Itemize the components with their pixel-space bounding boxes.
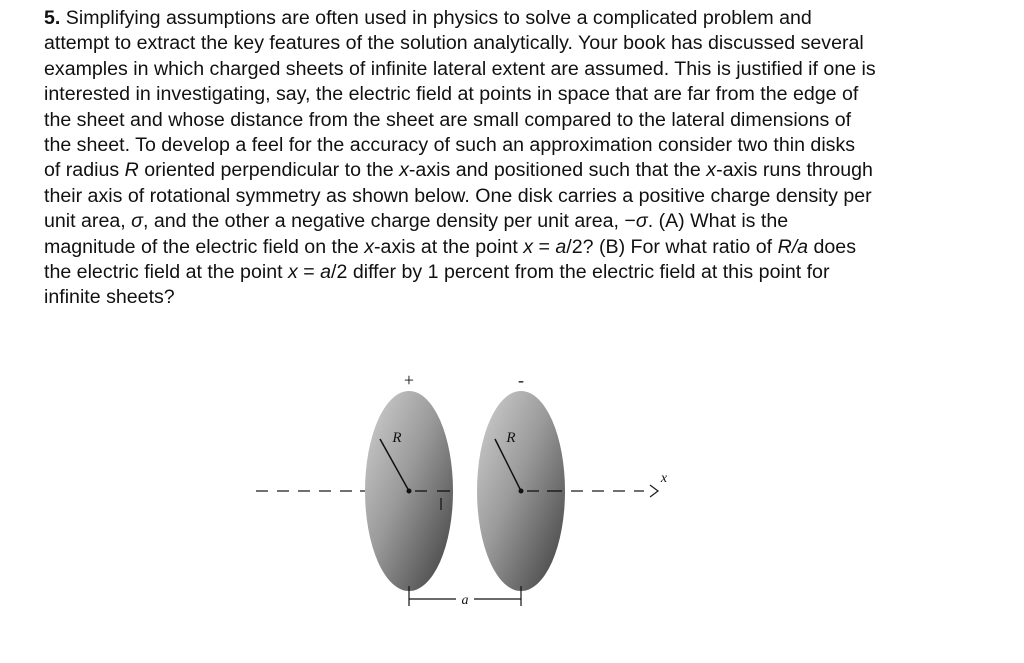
minus-sign-label: - bbox=[518, 370, 524, 390]
problem-line-5: the sheet and whose distance from the sheet are small compared to the lateral dimensions of bbox=[44, 108, 852, 131]
right-disk-center-dot bbox=[519, 489, 524, 494]
plus-sign-label: + bbox=[403, 370, 415, 390]
problem-line-2: attempt to extract the key features of the solution analytically. Your book has discussed several bbox=[44, 32, 864, 55]
problem-line-10: magnitude of the electric field on the x-axis at the point x = a/2? (B) For what ratio of R/a does bbox=[44, 235, 856, 258]
problem-line-7: of radius R oriented perpendicular to the x-axis and positioned such that the x-axis runs through bbox=[44, 159, 873, 182]
x-axis-arrowhead bbox=[650, 485, 658, 497]
problem-line-3: examples in which charged sheets of infinite lateral extent are assumed. This is justified if one is bbox=[44, 57, 876, 80]
left-radius-label: R bbox=[392, 430, 402, 446]
problem-number: 5. bbox=[44, 7, 61, 29]
problem-line-6: the sheet. To develop a feel for the accuracy of such an approximation consider two thin disks bbox=[44, 134, 856, 157]
x-axis-label: x bbox=[660, 471, 668, 486]
problem-line-11: the electric field at the point x = a/2 differ by 1 percent from the electric field at this point for bbox=[44, 261, 830, 284]
problem-line-9: unit area, σ, and the other a negative charge density per unit area, −σ. (A) What is the bbox=[44, 210, 789, 233]
right-radius-label: R bbox=[506, 430, 516, 446]
two-disks-figure bbox=[240, 360, 700, 620]
problem-line-1: 5. Simplifying assumptions are often used in physics to solve a complicated problem and bbox=[44, 7, 812, 29]
problem-line-4: interested in investigating, say, the electric field at points in space that are far from the edge of bbox=[44, 83, 859, 106]
problem-statement bbox=[44, 6, 1004, 311]
problem-line-8: their axis of rotational symmetry as shown below. One disk carries a positive charge density per bbox=[44, 184, 872, 207]
left-disk-center-dot bbox=[407, 489, 412, 494]
separation-label: a bbox=[461, 593, 469, 608]
problem-line-12: infinite sheets? bbox=[44, 286, 175, 309]
figure-svg bbox=[240, 360, 700, 620]
